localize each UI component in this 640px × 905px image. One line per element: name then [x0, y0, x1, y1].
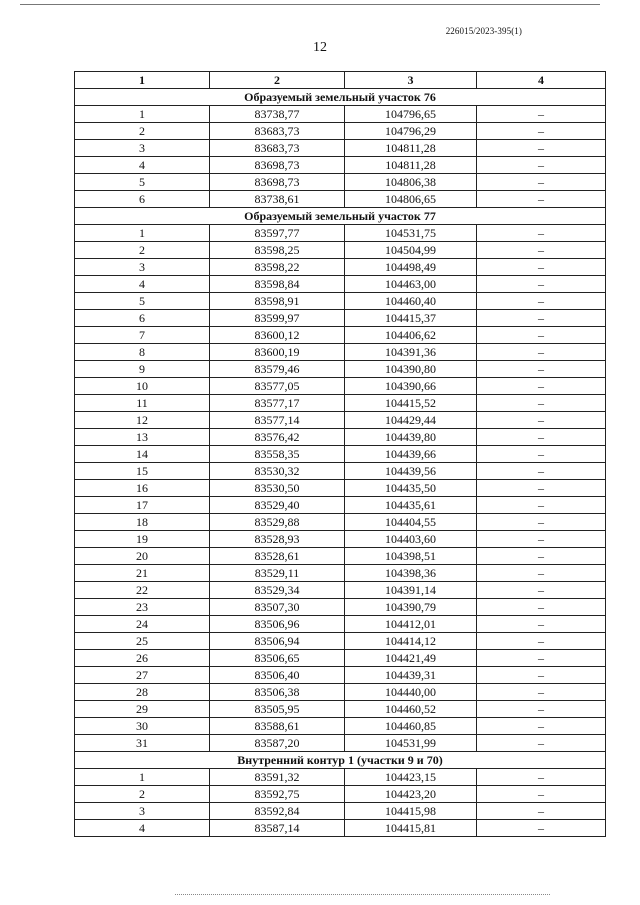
x-coordinate-cell: 83591,32 — [210, 769, 345, 786]
point-number-cell: 25 — [75, 633, 210, 650]
x-coordinate-cell: 83529,40 — [210, 497, 345, 514]
y-coordinate-cell: 104498,49 — [345, 259, 477, 276]
table-header-row — [75, 72, 606, 89]
table-row — [75, 650, 606, 667]
note-cell: – — [477, 361, 606, 378]
y-coordinate-cell: 104404,55 — [345, 514, 477, 531]
note-cell: – — [477, 157, 606, 174]
y-coordinate-cell: 104460,85 — [345, 718, 477, 735]
point-number-cell: 6 — [75, 310, 210, 327]
table-row — [75, 157, 606, 174]
note-cell: – — [477, 616, 606, 633]
y-coordinate-cell: 104423,20 — [345, 786, 477, 803]
point-number-cell: 12 — [75, 412, 210, 429]
table-row — [75, 259, 606, 276]
x-coordinate-cell: 83579,46 — [210, 361, 345, 378]
note-cell: – — [477, 480, 606, 497]
point-number-cell: 6 — [75, 191, 210, 208]
point-number-cell: 13 — [75, 429, 210, 446]
point-number-cell: 4 — [75, 820, 210, 837]
point-number-cell: 9 — [75, 361, 210, 378]
table-row — [75, 327, 606, 344]
y-coordinate-cell: 104391,14 — [345, 582, 477, 599]
point-number-cell: 17 — [75, 497, 210, 514]
note-cell: – — [477, 599, 606, 616]
note-cell: – — [477, 174, 606, 191]
point-number-cell: 31 — [75, 735, 210, 752]
y-coordinate-cell: 104398,36 — [345, 565, 477, 582]
x-coordinate-cell: 83588,61 — [210, 718, 345, 735]
table-row — [75, 242, 606, 259]
point-number-cell: 4 — [75, 276, 210, 293]
note-cell: – — [477, 259, 606, 276]
y-coordinate-cell: 104460,40 — [345, 293, 477, 310]
table-row — [75, 633, 606, 650]
point-number-cell: 3 — [75, 259, 210, 276]
note-cell: – — [477, 803, 606, 820]
y-coordinate-cell: 104531,75 — [345, 225, 477, 242]
x-coordinate-cell: 83506,65 — [210, 650, 345, 667]
table-row — [75, 803, 606, 820]
y-coordinate-cell: 104415,81 — [345, 820, 477, 837]
note-cell: – — [477, 463, 606, 480]
note-cell: – — [477, 667, 606, 684]
table-row — [75, 514, 606, 531]
column-header: 4 — [477, 72, 606, 89]
note-cell: – — [477, 514, 606, 531]
y-coordinate-cell: 104531,99 — [345, 735, 477, 752]
note-cell: – — [477, 310, 606, 327]
section-title: Внутренний контур 1 (участки 9 и 70) — [75, 752, 606, 769]
table-row — [75, 310, 606, 327]
section-header-row — [75, 208, 606, 225]
x-coordinate-cell: 83592,84 — [210, 803, 345, 820]
x-coordinate-cell: 83577,14 — [210, 412, 345, 429]
table-row — [75, 667, 606, 684]
y-coordinate-cell: 104463,00 — [345, 276, 477, 293]
note-cell: – — [477, 123, 606, 140]
point-number-cell: 15 — [75, 463, 210, 480]
point-number-cell: 19 — [75, 531, 210, 548]
point-number-cell: 5 — [75, 293, 210, 310]
y-coordinate-cell: 104390,66 — [345, 378, 477, 395]
point-number-cell: 29 — [75, 701, 210, 718]
bottom-rule — [175, 894, 550, 895]
y-coordinate-cell: 104391,36 — [345, 344, 477, 361]
x-coordinate-cell: 83698,73 — [210, 157, 345, 174]
y-coordinate-cell: 104796,29 — [345, 123, 477, 140]
point-number-cell: 3 — [75, 803, 210, 820]
y-coordinate-cell: 104403,60 — [345, 531, 477, 548]
y-coordinate-cell: 104398,51 — [345, 548, 477, 565]
y-coordinate-cell: 104806,65 — [345, 191, 477, 208]
y-coordinate-cell: 104423,15 — [345, 769, 477, 786]
x-coordinate-cell: 83506,94 — [210, 633, 345, 650]
note-cell: – — [477, 718, 606, 735]
y-coordinate-cell: 104806,38 — [345, 174, 477, 191]
y-coordinate-cell: 104439,80 — [345, 429, 477, 446]
table-row — [75, 531, 606, 548]
point-number-cell: 10 — [75, 378, 210, 395]
y-coordinate-cell: 104406,62 — [345, 327, 477, 344]
x-coordinate-cell: 83577,17 — [210, 395, 345, 412]
point-number-cell: 23 — [75, 599, 210, 616]
note-cell: – — [477, 327, 606, 344]
table-row — [75, 463, 606, 480]
page-number: 12 — [313, 40, 327, 55]
note-cell: – — [477, 106, 606, 123]
table-row — [75, 599, 606, 616]
x-coordinate-cell: 83598,84 — [210, 276, 345, 293]
point-number-cell: 1 — [75, 769, 210, 786]
table-row — [75, 361, 606, 378]
y-coordinate-cell: 104429,44 — [345, 412, 477, 429]
y-coordinate-cell: 104435,61 — [345, 497, 477, 514]
x-coordinate-cell: 83506,40 — [210, 667, 345, 684]
x-coordinate-cell: 83738,77 — [210, 106, 345, 123]
note-cell: – — [477, 344, 606, 361]
x-coordinate-cell: 83600,12 — [210, 327, 345, 344]
note-cell: – — [477, 786, 606, 803]
y-coordinate-cell: 104415,98 — [345, 803, 477, 820]
note-cell: – — [477, 395, 606, 412]
x-coordinate-cell: 83598,91 — [210, 293, 345, 310]
table-row — [75, 395, 606, 412]
table-row — [75, 701, 606, 718]
x-coordinate-cell: 83558,35 — [210, 446, 345, 463]
table-row — [75, 497, 606, 514]
section-title: Образуемый земельный участок 77 — [75, 208, 606, 225]
column-header: 3 — [345, 72, 477, 89]
table-row — [75, 191, 606, 208]
point-number-cell: 5 — [75, 174, 210, 191]
note-cell: – — [477, 140, 606, 157]
note-cell: – — [477, 684, 606, 701]
point-number-cell: 21 — [75, 565, 210, 582]
point-number-cell: 1 — [75, 225, 210, 242]
y-coordinate-cell: 104796,65 — [345, 106, 477, 123]
x-coordinate-cell: 83597,77 — [210, 225, 345, 242]
table-row — [75, 106, 606, 123]
table-row — [75, 293, 606, 310]
note-cell: – — [477, 582, 606, 599]
x-coordinate-cell: 83529,88 — [210, 514, 345, 531]
y-coordinate-cell: 104460,52 — [345, 701, 477, 718]
note-cell: – — [477, 429, 606, 446]
note-cell: – — [477, 293, 606, 310]
x-coordinate-cell: 83529,11 — [210, 565, 345, 582]
note-cell: – — [477, 650, 606, 667]
note-cell: – — [477, 633, 606, 650]
table-row — [75, 548, 606, 565]
y-coordinate-cell: 104504,99 — [345, 242, 477, 259]
y-coordinate-cell: 104440,00 — [345, 684, 477, 701]
y-coordinate-cell: 104415,52 — [345, 395, 477, 412]
y-coordinate-cell: 104435,50 — [345, 480, 477, 497]
x-coordinate-cell: 83528,93 — [210, 531, 345, 548]
point-number-cell: 3 — [75, 140, 210, 157]
point-number-cell: 14 — [75, 446, 210, 463]
note-cell: – — [477, 412, 606, 429]
table-row — [75, 480, 606, 497]
section-title: Образуемый земельный участок 76 — [75, 89, 606, 106]
y-coordinate-cell: 104439,56 — [345, 463, 477, 480]
point-number-cell: 8 — [75, 344, 210, 361]
column-header: 2 — [210, 72, 345, 89]
table-row — [75, 225, 606, 242]
y-coordinate-cell: 104412,01 — [345, 616, 477, 633]
note-cell: – — [477, 378, 606, 395]
table-row — [75, 446, 606, 463]
point-number-cell: 16 — [75, 480, 210, 497]
point-number-cell: 4 — [75, 157, 210, 174]
x-coordinate-cell: 83506,38 — [210, 684, 345, 701]
note-cell: – — [477, 769, 606, 786]
table-row — [75, 276, 606, 293]
point-number-cell: 20 — [75, 548, 210, 565]
point-number-cell: 26 — [75, 650, 210, 667]
y-coordinate-cell: 104390,79 — [345, 599, 477, 616]
point-number-cell: 24 — [75, 616, 210, 633]
x-coordinate-cell: 83683,73 — [210, 123, 345, 140]
table-row — [75, 123, 606, 140]
note-cell: – — [477, 497, 606, 514]
point-number-cell: 27 — [75, 667, 210, 684]
top-rule — [20, 4, 600, 5]
document-code: 226015/2023-395(1) — [445, 26, 522, 36]
note-cell: – — [477, 191, 606, 208]
x-coordinate-cell: 83576,42 — [210, 429, 345, 446]
x-coordinate-cell: 83598,25 — [210, 242, 345, 259]
note-cell: – — [477, 446, 606, 463]
note-cell: – — [477, 735, 606, 752]
y-coordinate-cell: 104439,66 — [345, 446, 477, 463]
table-row — [75, 140, 606, 157]
table-row — [75, 429, 606, 446]
y-coordinate-cell: 104415,37 — [345, 310, 477, 327]
x-coordinate-cell: 83698,73 — [210, 174, 345, 191]
table-row — [75, 412, 606, 429]
x-coordinate-cell: 83530,32 — [210, 463, 345, 480]
x-coordinate-cell: 83529,34 — [210, 582, 345, 599]
note-cell: – — [477, 701, 606, 718]
note-cell: – — [477, 242, 606, 259]
note-cell: – — [477, 276, 606, 293]
x-coordinate-cell: 83528,61 — [210, 548, 345, 565]
table-row — [75, 769, 606, 786]
table-body — [75, 89, 606, 837]
note-cell: – — [477, 225, 606, 242]
point-number-cell: 2 — [75, 242, 210, 259]
x-coordinate-cell: 83599,97 — [210, 310, 345, 327]
x-coordinate-cell: 83738,61 — [210, 191, 345, 208]
y-coordinate-cell: 104390,80 — [345, 361, 477, 378]
table-row — [75, 820, 606, 837]
note-cell: – — [477, 565, 606, 582]
x-coordinate-cell: 83683,73 — [210, 140, 345, 157]
x-coordinate-cell: 83587,20 — [210, 735, 345, 752]
x-coordinate-cell: 83598,22 — [210, 259, 345, 276]
table-row — [75, 735, 606, 752]
y-coordinate-cell: 104414,12 — [345, 633, 477, 650]
x-coordinate-cell: 83506,96 — [210, 616, 345, 633]
table-row — [75, 565, 606, 582]
x-coordinate-cell: 83592,75 — [210, 786, 345, 803]
table-row — [75, 174, 606, 191]
section-header-row — [75, 89, 606, 106]
point-number-cell: 2 — [75, 123, 210, 140]
table-row — [75, 684, 606, 701]
point-number-cell: 7 — [75, 327, 210, 344]
point-number-cell: 22 — [75, 582, 210, 599]
table-row — [75, 616, 606, 633]
table-row — [75, 718, 606, 735]
section-header-row — [75, 752, 606, 769]
note-cell: – — [477, 531, 606, 548]
y-coordinate-cell: 104439,31 — [345, 667, 477, 684]
y-coordinate-cell: 104421,49 — [345, 650, 477, 667]
coordinates-table — [74, 71, 606, 837]
table-row — [75, 344, 606, 361]
point-number-cell: 30 — [75, 718, 210, 735]
x-coordinate-cell: 83587,14 — [210, 820, 345, 837]
x-coordinate-cell: 83530,50 — [210, 480, 345, 497]
point-number-cell: 18 — [75, 514, 210, 531]
note-cell: – — [477, 548, 606, 565]
x-coordinate-cell: 83505,95 — [210, 701, 345, 718]
y-coordinate-cell: 104811,28 — [345, 140, 477, 157]
x-coordinate-cell: 83507,30 — [210, 599, 345, 616]
point-number-cell: 1 — [75, 106, 210, 123]
column-header: 1 — [75, 72, 210, 89]
table-row — [75, 378, 606, 395]
x-coordinate-cell: 83600,19 — [210, 344, 345, 361]
point-number-cell: 2 — [75, 786, 210, 803]
table-row — [75, 582, 606, 599]
point-number-cell: 28 — [75, 684, 210, 701]
note-cell: – — [477, 820, 606, 837]
point-number-cell: 11 — [75, 395, 210, 412]
table-row — [75, 786, 606, 803]
y-coordinate-cell: 104811,28 — [345, 157, 477, 174]
x-coordinate-cell: 83577,05 — [210, 378, 345, 395]
